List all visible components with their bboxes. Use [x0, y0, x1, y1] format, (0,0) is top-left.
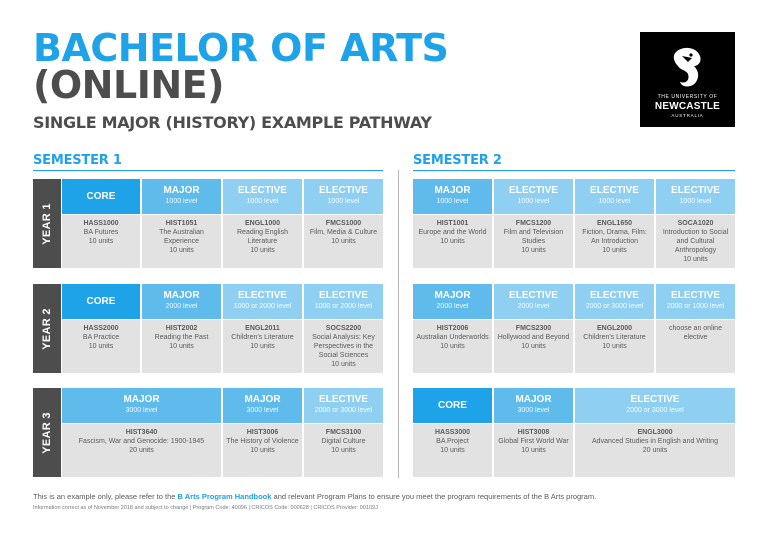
course-cell: FMCS1200 Film and Television Studies 10 units — [494, 215, 573, 268]
course-cell: HASS3000 BA Project 10 units — [413, 424, 492, 477]
y1-s1-major-header: MAJOR 1000 level — [142, 179, 221, 214]
seahorse-icon — [668, 46, 706, 90]
y2-s1-elective-header: ELECTIVE 1000 or 2000 level — [304, 284, 383, 319]
year-2-label: YEAR 2 — [41, 307, 53, 350]
footer-disclaimer — [33, 492, 596, 501]
y1-s1-elective-header: ELECTIVE 1000 level — [304, 179, 383, 214]
course-cell: HIST3640 Fascism, War and Genocide: 1900-1945 20 units — [62, 424, 221, 477]
course-cell: ENGL2011 Children's Literature 10 units — [223, 320, 302, 373]
logo-line1: THE UNIVERSITY OF — [657, 94, 718, 100]
course-cell: FMCS2300 Hollywood and Beyond 10 units — [494, 320, 573, 373]
university-logo — [640, 32, 735, 127]
handbook-link[interactable]: B Arts Program Handbook — [177, 492, 272, 501]
course-cell: SOCA1020 Introduction to Social and Cultural Anthropology 10 units — [656, 215, 735, 268]
footer-text: and relevant Program Plans to ensure you meet the program requirements of the B Arts program. — [271, 492, 597, 501]
semester-divider — [398, 170, 399, 478]
course-cell: FMCS3100 Digital Culture 10 units — [304, 424, 383, 477]
y1-s2-elective-header: ELECTIVE 1000 level — [656, 179, 735, 214]
y2-s1-major-header: MAJOR 2000 level — [142, 284, 221, 319]
y3-s1-elective-header: ELECTIVE 2000 or 3000 level — [304, 388, 383, 423]
y2-s2-elective-header: ELECTIVE 2000 level — [494, 284, 573, 319]
semester-2-rule — [413, 170, 735, 171]
logo-line3: AUSTRALIA — [671, 113, 704, 118]
y2-s1-core-header: CORE — [62, 284, 140, 319]
y2-s2-elective-header: ELECTIVE 2000 or 3000 level — [575, 284, 654, 319]
page-title-online: (ONLINE) — [33, 63, 224, 107]
course-cell: HIST1051 The Australian Experience 10 units — [142, 215, 221, 268]
course-cell: ENGL1000 Reading English Literature 10 units — [223, 215, 302, 268]
y1-s1-elective-header: ELECTIVE 1000 level — [223, 179, 302, 214]
y1-s2-major-header: MAJOR 1000 level — [413, 179, 492, 214]
course-cell: ENGL3000 Advanced Studies in English and Writing 20 units — [575, 424, 735, 477]
course-cell: HIST3006 The History of Violence 10 units — [223, 424, 302, 477]
course-cell: HIST3008 Global First World War 10 units — [494, 424, 573, 477]
y3-s2-elective-header: ELECTIVE 2000 or 3000 level — [575, 388, 735, 423]
y3-s2-core-header: CORE — [413, 388, 492, 423]
y1-s2-elective-header: ELECTIVE 1000 level — [575, 179, 654, 214]
course-cell: SOCS2200 Social Analysis: Key Perspectives in the Social Sciences 10 units — [304, 320, 383, 373]
year-1-tab — [33, 179, 61, 268]
semester-2-heading: SEMESTER 2 — [413, 153, 502, 168]
y2-s1-elective-header: ELECTIVE 1000 or 2000 level — [223, 284, 302, 319]
footer-text: This is an example only, please refer to the — [33, 492, 178, 501]
page-title: BACHELOR OF ARTS — [33, 26, 449, 70]
course-cell: HASS1000 BA Futures 10 units — [62, 215, 140, 268]
footer-info: Information correct as of November 2018 and subject to change | Program Code: 40096 | CRICOS Code: 000628 | CRICOS Provider: 00109J — [33, 505, 378, 511]
year-1-label: YEAR 1 — [41, 202, 53, 245]
year-2-tab — [33, 284, 61, 373]
y3-s1-major-header: MAJOR 3000 level — [223, 388, 302, 423]
course-cell: ENGL2000 Children's Literature 10 units — [575, 320, 654, 373]
y1-s2-elective-header: ELECTIVE 1000 level — [494, 179, 573, 214]
y2-s2-major-header: MAJOR 2000 level — [413, 284, 492, 319]
y2-s2-elective-header: ELECTIVE 2000 or 1000 level — [656, 284, 735, 319]
y3-s2-major-header: MAJOR 3000 level — [494, 388, 573, 423]
semester-1-rule — [33, 170, 383, 171]
course-cell: HIST2006 Australian Underworlds 10 units — [413, 320, 492, 373]
page-subtitle: SINGLE MAJOR (HISTORY) EXAMPLE PATHWAY — [33, 113, 432, 132]
year-3-tab — [33, 388, 61, 477]
course-cell: ENGL1650 Fiction, Drama, Film: An Introduction 10 units — [575, 215, 654, 268]
semester-1-heading: SEMESTER 1 — [33, 153, 122, 168]
course-cell: HASS2000 BA Practice 10 units — [62, 320, 140, 373]
logo-line2: NEWCASTLE — [654, 101, 721, 112]
choose-elective-cell: choose an online elective — [656, 320, 735, 373]
course-cell: HIST2002 Reading the Past 10 units — [142, 320, 221, 373]
y1-s1-core-header: CORE — [62, 179, 140, 214]
year-3-label: YEAR 3 — [41, 411, 53, 454]
y3-s1-major-header: MAJOR 3000 level — [62, 388, 221, 423]
course-cell: HIST1001 Europe and the World 10 units — [413, 215, 492, 268]
course-cell: FMCS1000 Film, Media & Culture 10 units — [304, 215, 383, 268]
